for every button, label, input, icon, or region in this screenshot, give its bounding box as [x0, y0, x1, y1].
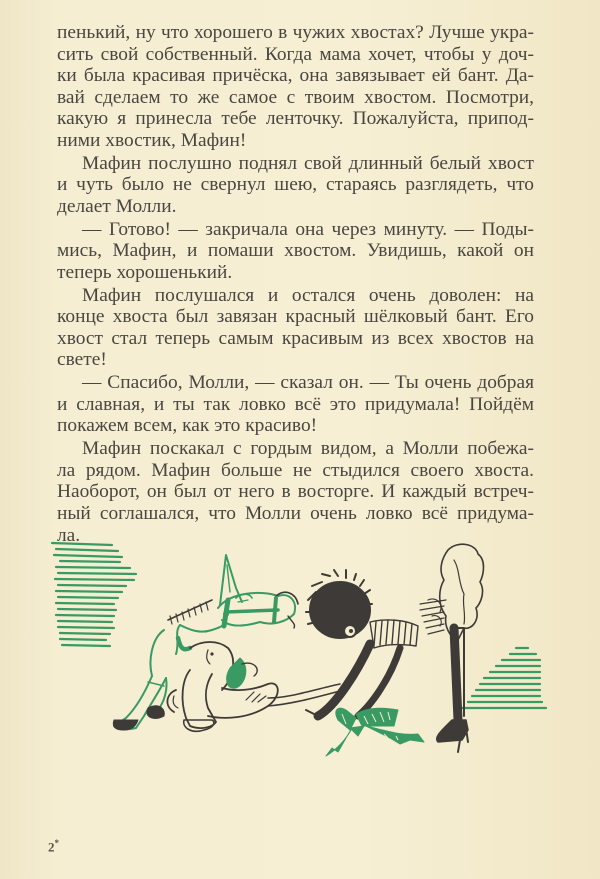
text-line: ними хвостик, Мафин!: [57, 129, 247, 151]
text-line: Мафин поскакал с гордым видом, а Молли побежа-: [82, 438, 534, 460]
text-line: пенький, ну что хорошего в чужих хвостах? Лучше укра-: [57, 22, 534, 43]
text-line: ки была красивая причёска, она завязывает ей бант. Да-: [57, 65, 534, 87]
page-number: [48, 838, 59, 855]
text-line: ла.: [57, 524, 81, 546]
text-line: и славная, и ты так ловко всё это придумала! Пойдём: [57, 393, 534, 415]
text-line: покажем всем, как это красиво!: [57, 415, 318, 437]
paragraph: [57, 153, 534, 218]
text-line: ла рядом. Мафин больше не стыдился своего хвоста.: [57, 459, 534, 481]
curly-hair: [306, 570, 372, 638]
signature-mark: *: [54, 838, 59, 848]
text-line: конце хвоста был завязан красный шёлковый бант. Его: [57, 306, 534, 328]
paragraph: [57, 219, 534, 284]
text-line: свете!: [57, 349, 107, 371]
text-line: хвост стал теперь самым красивым из всех хвостов на: [57, 327, 534, 349]
text-line: делает Молли.: [57, 195, 177, 217]
paragraph: [57, 372, 534, 437]
donkey-and-girl-illustration: [40, 530, 600, 760]
paragraph: [57, 22, 534, 152]
page-number-value: 2: [48, 839, 55, 855]
story-text: [57, 22, 534, 547]
text-line: и чуть было не свернул шею, стараясь разглядеть, что: [57, 174, 534, 196]
text-line: вай сделаем то же самое с твоим хвостом. Посмотри,: [57, 86, 534, 108]
text-line: ный соглашался, что Молли очень ловко всё придума-: [57, 503, 534, 524]
green-ribbon-bow: [326, 708, 424, 756]
green-hatching-left: [52, 543, 136, 646]
text-line: Мафин послушался и остался очень доволен: на: [82, 284, 534, 306]
text-line: теперь хорошенький.: [57, 261, 233, 283]
green-hatching-right: [458, 648, 546, 708]
text-line: какую я принесла тебе ленточку. Пожалуйста, припод-: [57, 108, 534, 130]
text-line: — Спасибо, Молли, — сказал он. — Ты очень добрая: [82, 372, 534, 394]
donkey-figure: [113, 555, 344, 731]
text-line: — Готово! — закричала она через минуту. — Поды-: [82, 218, 534, 240]
paragraph: [57, 285, 534, 371]
text-line: мись, Мафин, и помаши хвостом. Увидишь, какой он: [57, 240, 534, 262]
text-line: Наоборот, он был от него в восторге. И каждый встреч-: [57, 481, 534, 503]
text-line: сить свой собственный. Когда мама хочет, чтобы у доч-: [57, 43, 534, 65]
text-line: Мафин послушно поднял свой длинный белый хвост: [82, 152, 534, 174]
